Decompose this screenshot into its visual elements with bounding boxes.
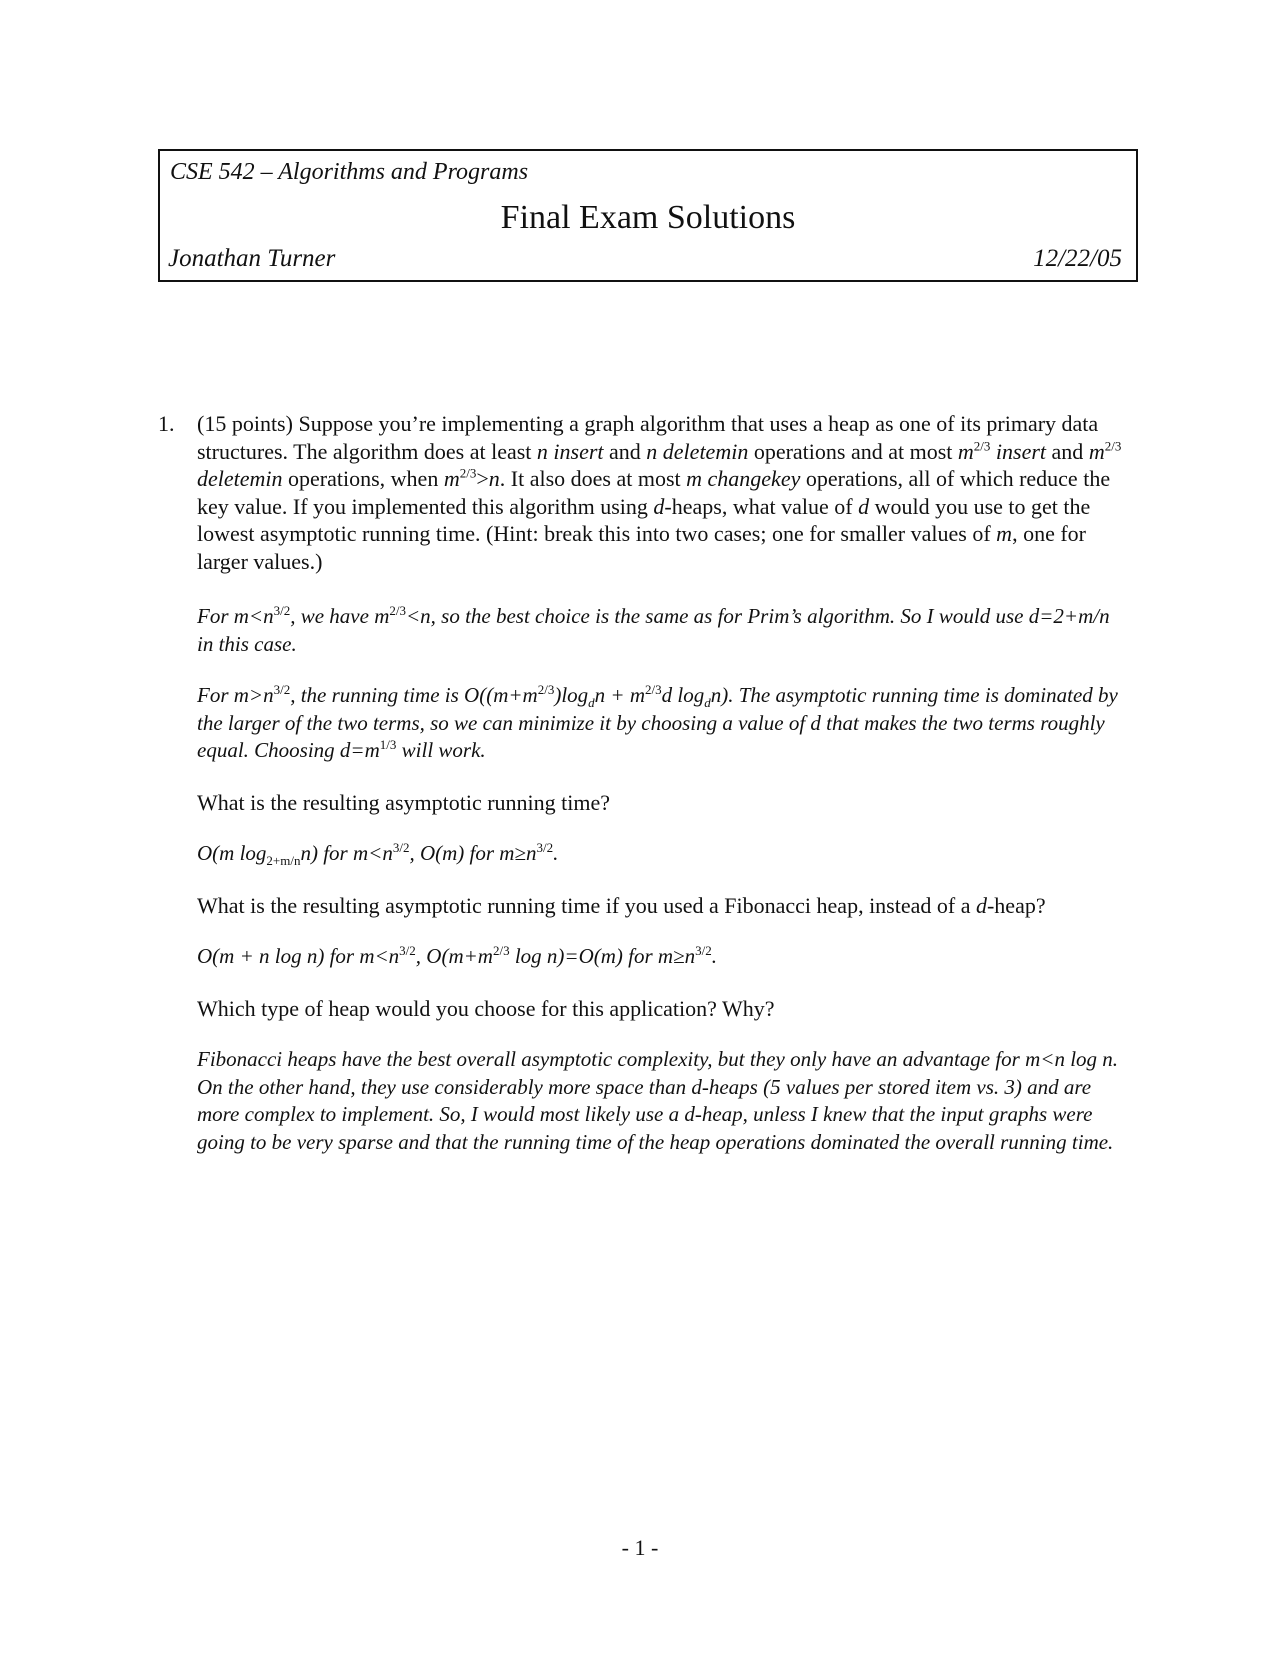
- answer-heap-choice: Fibonacci heaps have the best overall asymptotic complexity, but they only have an advantage for m<n log n. On the other hand, they use considerably more space than d-heaps (5 values per stored item vs. 3) and are more complex to implement. So, I would most likely use a d-heap, unless I knew that the input graphs were going to be very sparse and that the running time of the heap operations dominated the overall running time.: [197, 1047, 1119, 1154]
- prompt-text: What is the resulting asymptotic running time if you used a Fibonacci heap, instead of a: [197, 892, 976, 918]
- course-name: CSE 542 – Algorithms and Programs: [170, 159, 529, 185]
- question-number: 1.: [158, 411, 175, 436]
- exponent: 3/2: [392, 840, 410, 855]
- answer-text: <n, so the best choice is the same as for Prim’s algorithm. So I would use d=2+m/n in this case.: [197, 604, 1110, 656]
- op-name: deletemin: [197, 466, 283, 491]
- math-var: m: [996, 521, 1013, 546]
- math-var: n: [536, 438, 548, 464]
- answer-running-time: [197, 840, 1125, 868]
- question-points: (15 points): [197, 411, 293, 436]
- page-title: Final Exam Solutions: [500, 199, 796, 236]
- header-box: [158, 149, 1138, 282]
- math-var: m: [686, 466, 703, 491]
- answer-text: .: [711, 944, 717, 968]
- subscript: d: [704, 695, 711, 711]
- exponent: 2/3: [459, 465, 477, 481]
- answer-text: O(m log: [197, 841, 267, 865]
- exponent: 2/3: [1104, 438, 1122, 454]
- answer-text: .: [553, 841, 559, 865]
- exponent: 3/2: [273, 682, 291, 697]
- answer-text: , O(m+m: [415, 944, 493, 968]
- answer-fibonacci: [197, 943, 1125, 971]
- answer-text: d log: [661, 683, 705, 707]
- question-heap-choice: Which type of heap would you choose for this application? Why?: [197, 995, 775, 1021]
- prompt-text: >: [476, 466, 489, 491]
- exponent: 3/2: [695, 943, 712, 958]
- exponent: 1/3: [379, 737, 397, 752]
- prompt-text: -heaps, what value of: [664, 493, 859, 519]
- math-var: m: [957, 438, 974, 464]
- op-name: insert: [990, 438, 1047, 464]
- exponent: 3/2: [536, 840, 554, 855]
- math-var: d: [653, 493, 665, 519]
- exponent: 3/2: [399, 943, 416, 958]
- op-name: insert: [547, 438, 604, 464]
- question-fibonacci: [197, 892, 1125, 920]
- question-content: [197, 410, 1125, 1156]
- exponent: 3/2: [273, 603, 291, 618]
- exponent: 2/3: [973, 438, 991, 454]
- op-name: changekey: [707, 466, 801, 491]
- exponent: 2/3: [537, 682, 555, 697]
- math-var: d: [858, 493, 870, 519]
- answer-text: n). The asymptotic running time is dominated by the larger of the two terms, so we can minimize it by choosing a value of d that makes the two terms roughly equal. Choosing d=m: [197, 683, 1118, 762]
- math-var: d: [975, 892, 987, 918]
- prompt-text: Suppose you’re implementing a graph algorithm that uses a heap as one of its primary data structures. The algorithm does at least: [197, 411, 1099, 464]
- subscript: d: [588, 695, 595, 711]
- answer-text: will work.: [396, 738, 486, 762]
- math-var: m: [443, 466, 460, 491]
- answer-text: log n)=O(m) for m≥n: [509, 944, 696, 968]
- op-name: deletemin: [657, 438, 749, 464]
- math-var: n: [646, 438, 658, 464]
- subscript: 2+m/n: [266, 853, 301, 869]
- prompt-text: operations, all of which reduce the key value. If you implemented this algorithm using: [197, 466, 1111, 519]
- answer-text: n) for m<n: [300, 841, 393, 865]
- prompt-text: operations, when: [282, 466, 444, 491]
- answer-text: , we have m: [290, 604, 390, 628]
- answer-text: For m>n: [197, 683, 274, 707]
- prompt-text: and: [603, 438, 647, 464]
- answer-text: For m<n: [197, 604, 274, 628]
- exponent: 2/3: [492, 943, 510, 958]
- prompt-text: would you use to get the lowest asymptotic running time. (Hint: break this into two cases; one for smaller values of: [197, 493, 1091, 546]
- answer-text: )log: [554, 683, 589, 707]
- prompt-text: , one for larger values.): [197, 521, 1086, 574]
- answer-text: , the running time is O((m+m: [290, 683, 538, 707]
- math-var: m: [1088, 438, 1105, 464]
- question-prompt: [197, 410, 1125, 575]
- exponent: 2/3: [389, 603, 406, 618]
- answer-small-m: [197, 603, 1125, 658]
- exponent: 2/3: [645, 682, 662, 697]
- math-var: n: [488, 466, 500, 491]
- author-name: Jonathan Turner: [168, 245, 336, 272]
- prompt-text: -heap?: [986, 892, 1046, 918]
- prompt-text: and: [1046, 438, 1089, 464]
- answer-large-m: [197, 682, 1125, 765]
- question-running-time: What is the resulting asymptotic running time?: [197, 789, 611, 815]
- exam-date: 12/22/05: [1033, 245, 1122, 272]
- answer-text: , O(m) for m≥n: [409, 841, 537, 865]
- prompt-text: . It also does at most: [499, 466, 687, 491]
- prompt-text: operations and at most: [748, 438, 958, 464]
- page-number: - 1 -: [621, 1535, 659, 1560]
- answer-text: O(m + n log n) for m<n: [197, 944, 400, 968]
- answer-text: n + m: [594, 683, 645, 707]
